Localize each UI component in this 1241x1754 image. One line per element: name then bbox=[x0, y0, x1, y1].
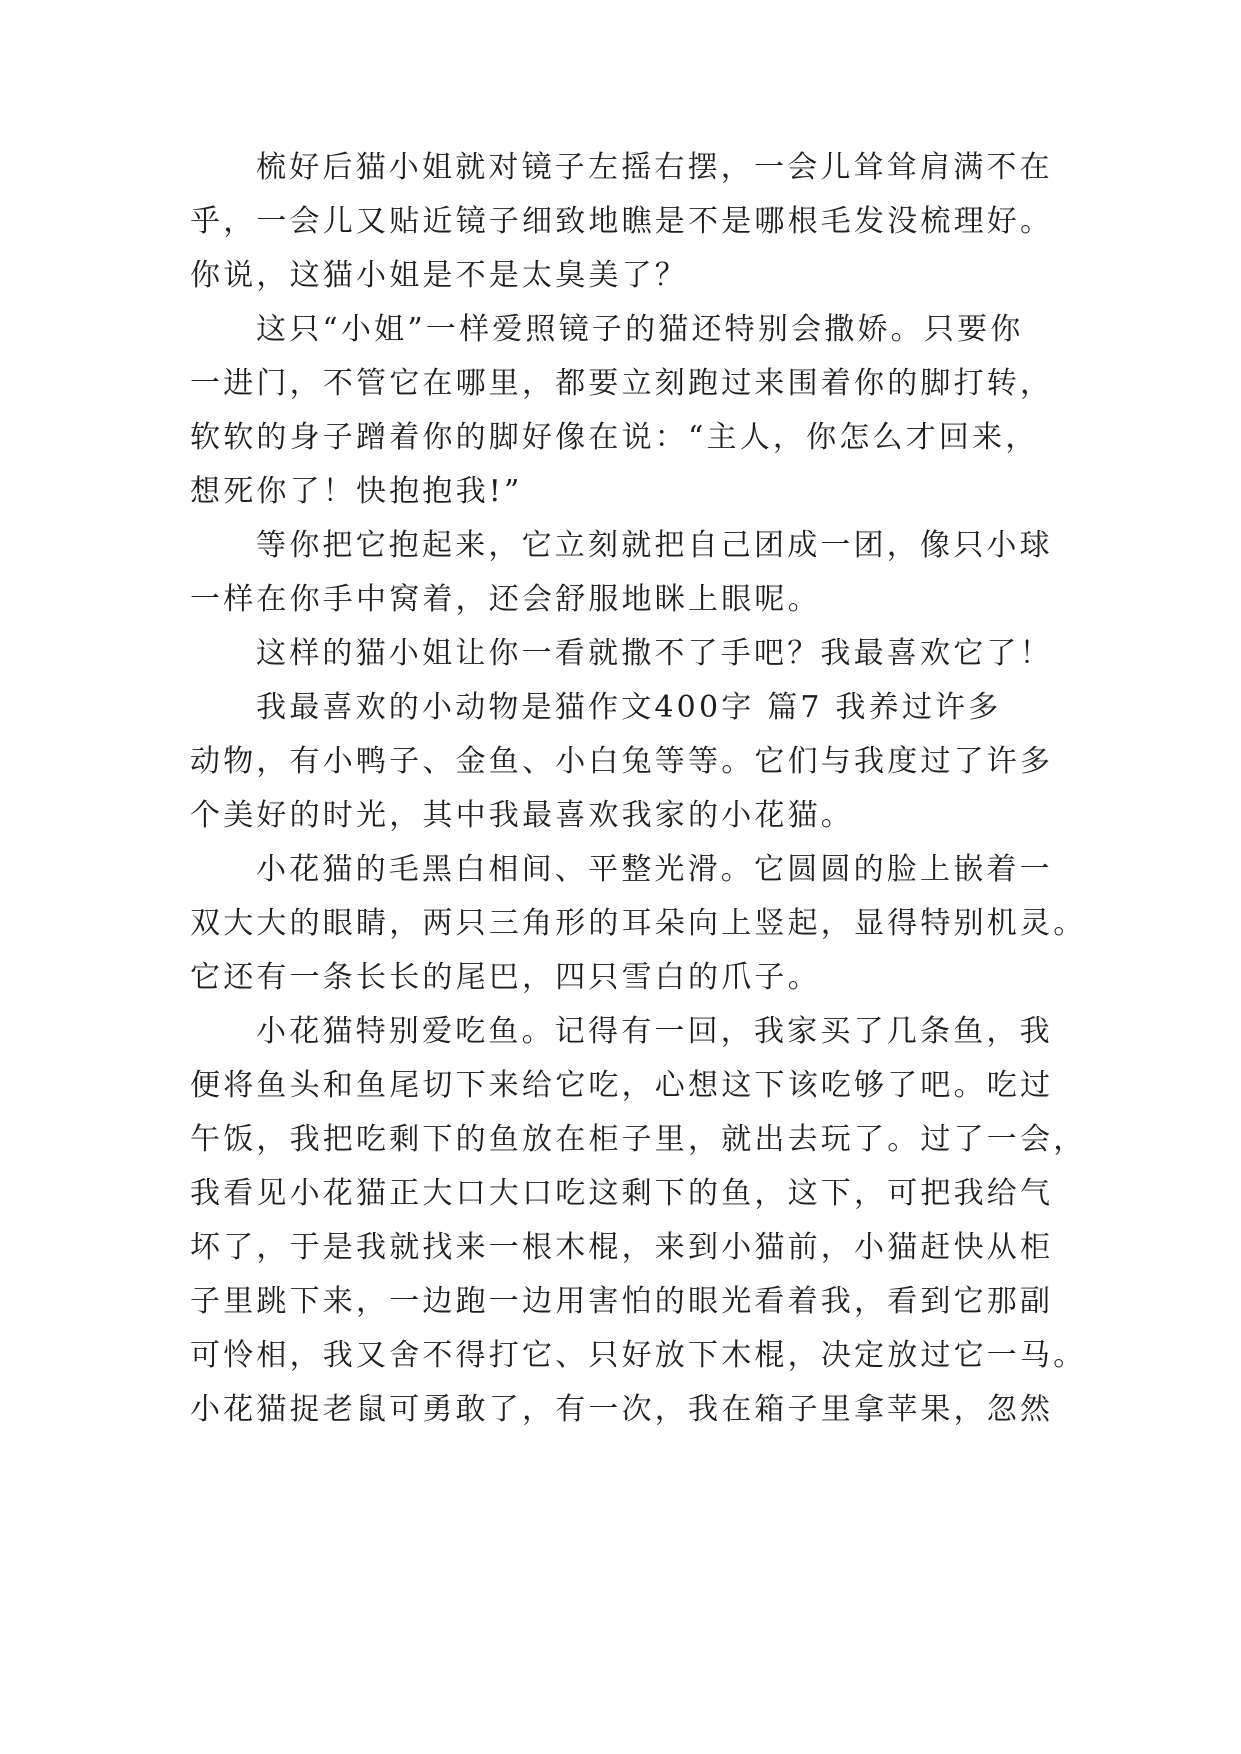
paragraph-line: 软软的身子蹭着你的脚好像在说：“主人，你怎么才回来， bbox=[190, 420, 1039, 455]
paragraph-line: 我看见小花猫正大口大口吃这剩下的鱼，这下，可把我给气 bbox=[190, 1176, 1054, 1211]
paragraph-line: 小花猫捉老鼠可勇敢了，有一次，我在箱子里拿苹果，忽然 bbox=[190, 1392, 1054, 1427]
paragraph-line: 动物，有小鸭子、金鱼、小白兔等等。它们与我度过了许多 bbox=[190, 744, 1054, 779]
paragraph-line: 想死你了！快抱抱我!” bbox=[190, 474, 523, 509]
paragraph-line: 你说，这猫小姐是不是太臭美了？ bbox=[190, 258, 688, 293]
paragraph-line: 这只“小姐”一样爱照镜子的猫还特别会撒娇。只要你 bbox=[256, 312, 1024, 347]
paragraph-line: 乎，一会儿又贴近镜子细致地瞧是不是哪根毛发没梳理好。 bbox=[190, 204, 1054, 239]
paragraph-line: 我最喜欢的小动物是猫作文400字 篇7 我养过许多 bbox=[256, 690, 1002, 725]
paragraph-line: 可怜相，我又舍不得打它、只好放下木棍，决定放过它一马。 bbox=[190, 1338, 1087, 1373]
paragraph-line: 子里跳下来，一边跑一边用害怕的眼光看着我，看到它那副 bbox=[190, 1284, 1054, 1319]
paragraph-line: 等你把它抱起来，它立刻就把自己团成一团，像只小球 bbox=[256, 528, 1053, 563]
paragraph-line: 小花猫特别爱吃鱼。记得有一回，我家买了几条鱼，我 bbox=[256, 1014, 1053, 1049]
paragraph-line: 便将鱼头和鱼尾切下来给它吃，心想这下该吃够了吧。吃过 bbox=[190, 1068, 1054, 1103]
paragraph-line: 坏了，于是我就找来一根木棍，来到小猫前，小猫赶快从柜 bbox=[190, 1230, 1054, 1265]
paragraph-line: 双大大的眼睛，两只三角形的耳朵向上竖起，显得特别机灵。 bbox=[190, 906, 1087, 941]
paragraph-line: 梳好后猫小姐就对镜子左摇右摆，一会儿耸耸肩满不在 bbox=[256, 150, 1053, 185]
paragraph-line: 一样在你手中窝着，还会舒服地眯上眼呢。 bbox=[190, 582, 821, 617]
paragraph-line: 小花猫的毛黑白相间、平整光滑。它圆圆的脸上嵌着一 bbox=[256, 852, 1053, 887]
paragraph-line: 一进门，不管它在哪里，都要立刻跑过来围着你的脚打转， bbox=[190, 366, 1054, 401]
paragraph-line: 这样的猫小姐让你一看就撒不了手吧？我最喜欢它了！ bbox=[256, 636, 1053, 671]
paragraph-line: 它还有一条长长的尾巴，四只雪白的爪子。 bbox=[190, 960, 821, 995]
paragraph-line: 个美好的时光，其中我最喜欢我家的小花猫。 bbox=[190, 798, 854, 833]
paragraph-line: 午饭，我把吃剩下的鱼放在柜子里，就出去玩了。过了一会， bbox=[190, 1122, 1087, 1157]
